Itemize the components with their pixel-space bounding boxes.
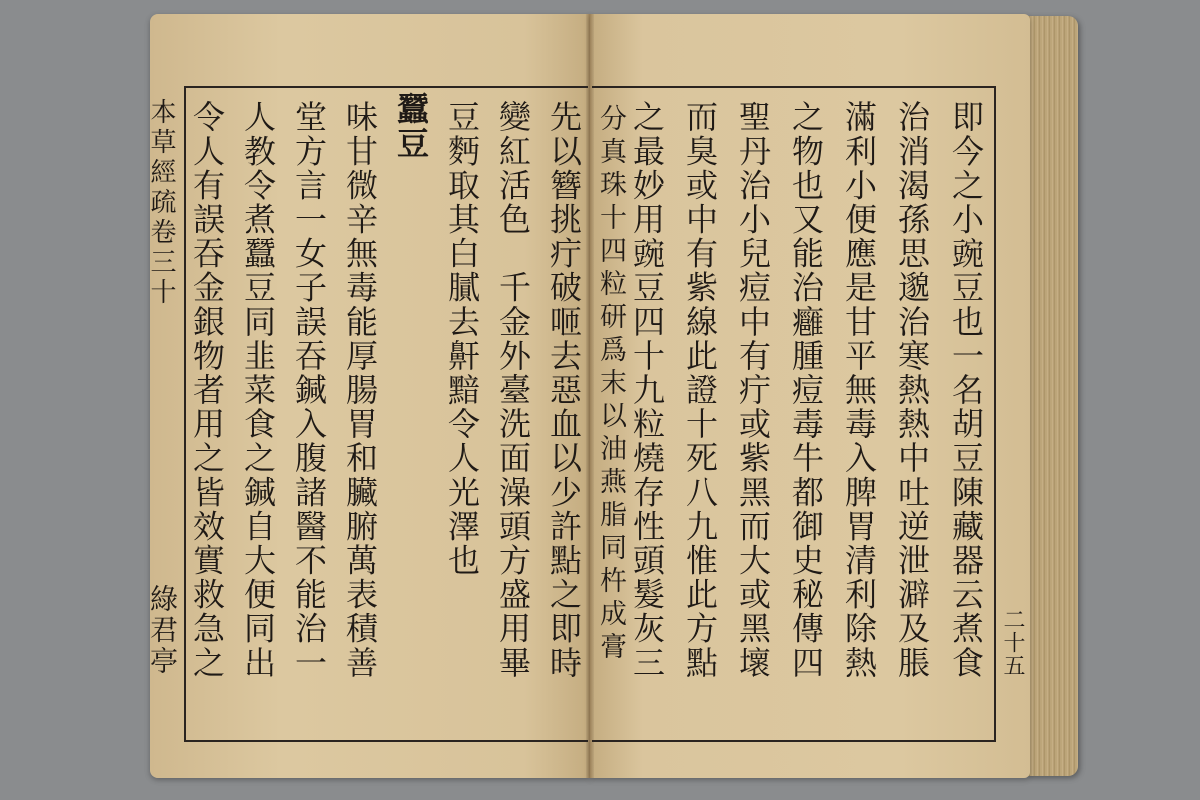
- left-column-7: 人教令煮蠶豆同韭菜食之鍼自大便同出: [239, 100, 277, 680]
- publisher-name: 綠君亭: [146, 584, 179, 677]
- page-edges: [1026, 16, 1078, 776]
- entry-heading: 蠶豆: [392, 92, 430, 161]
- right-column-7: 之最妙用豌豆四十九粒燒存性頭髮灰三: [628, 100, 666, 680]
- left-column-5: 味甘微辛無毒能厚腸胃和臟腑萬表積善: [341, 100, 379, 680]
- right-column-4: 之物也又能治癰腫痘毒牛都御史秘傳四: [787, 100, 825, 680]
- right-column-1: 即今之小豌豆也一名胡豆陳藏器云煮食: [947, 100, 985, 680]
- right-column-3: 滿利小便應是甘平無毒入脾胃清利除熱: [840, 100, 878, 680]
- left-column-1: 先以簪挑疔破咂去惡血以少許點之即時: [545, 100, 583, 680]
- left-column-6: 堂方言一女子誤吞鍼入腹諸醫不能治一: [290, 100, 328, 680]
- right-column-5: 聖丹治小兒痘中有疔或紫黑而大或黑壞: [734, 100, 772, 680]
- right-column-8: 分真珠十四粒研爲末以油燕脂同杵成膏: [595, 104, 626, 665]
- page-number: 二十五: [1000, 608, 1025, 677]
- left-column-3: 豆麪取其白膩去鼾黯令人光澤也: [443, 100, 481, 578]
- left-column-8: 令人有誤吞金銀物者用之皆效實救急之: [188, 100, 226, 680]
- right-column-6: 而臭或中有紫線此證十死八九惟此方點: [681, 100, 719, 680]
- right-column-2: 治消渴孫思邈治寒熱熱中吐逆泄澼及脹: [893, 100, 931, 680]
- book-title: 本草經疏卷三十: [146, 98, 176, 308]
- left-column-2: 變紅活色 千金外臺洗面澡頭方盛用畢: [494, 100, 532, 680]
